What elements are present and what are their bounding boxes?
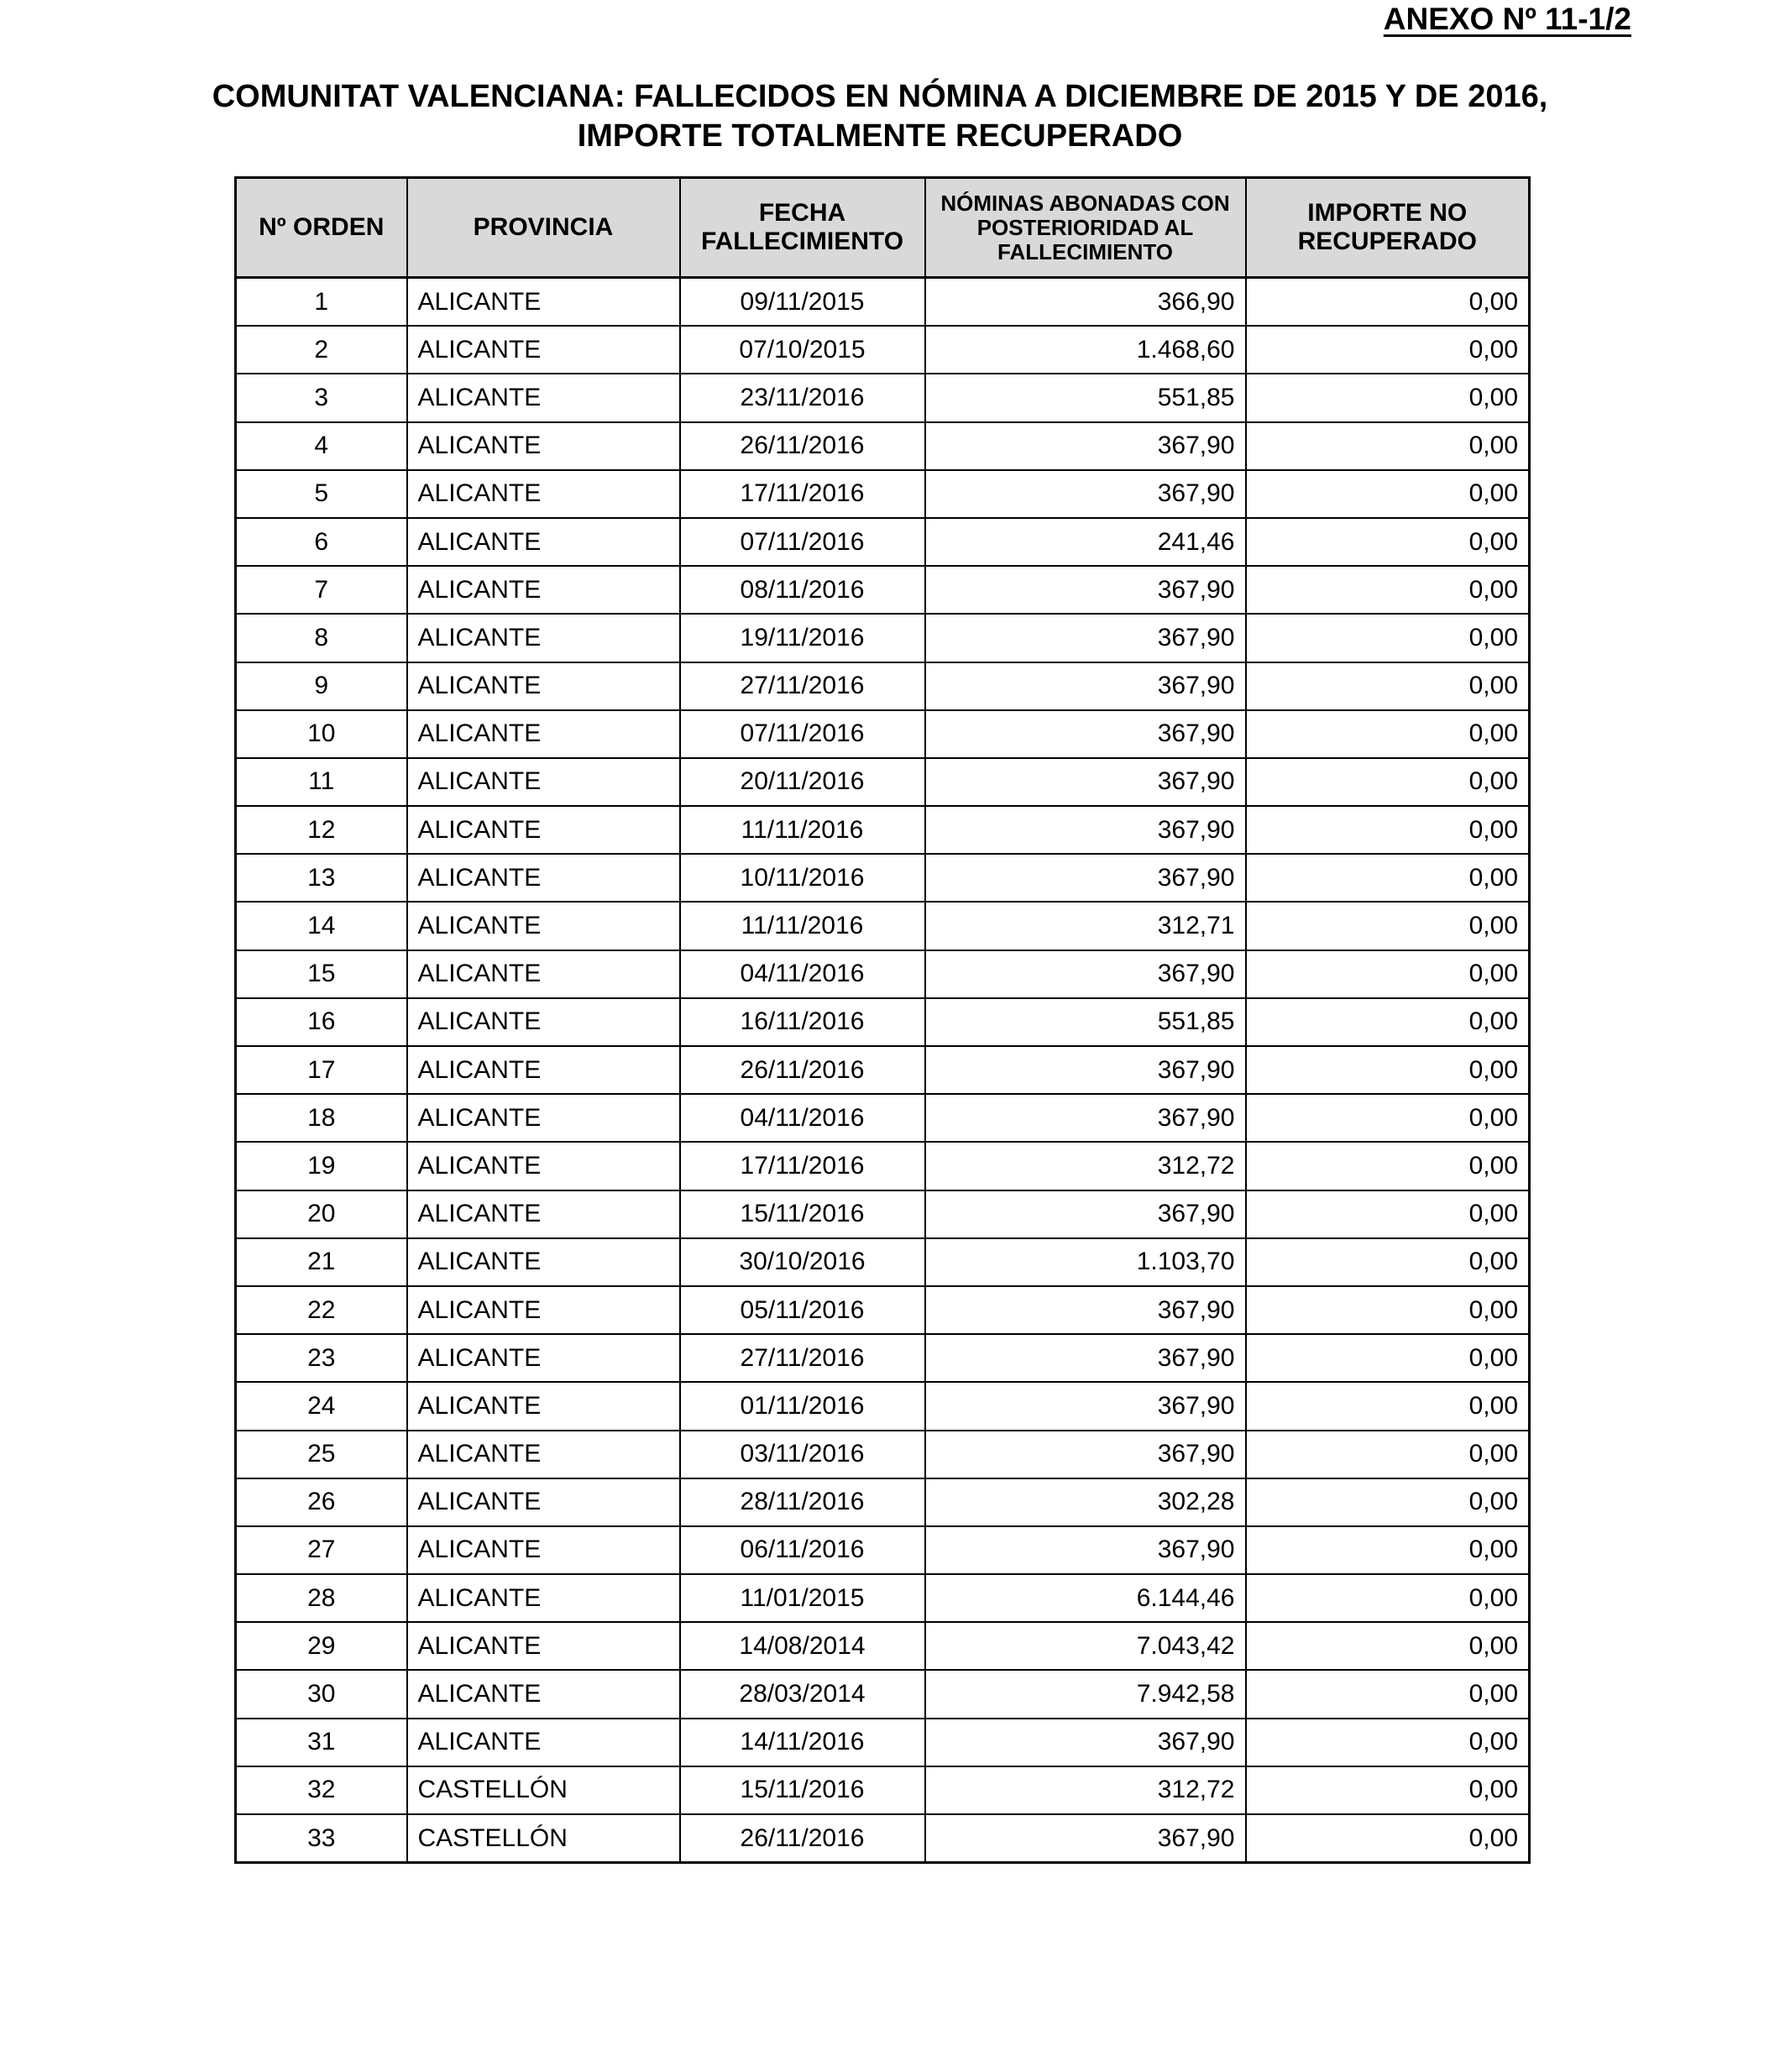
cell-orden: 16	[236, 998, 407, 1046]
cell-orden: 21	[236, 1238, 407, 1286]
cell-nominas: 367,90	[925, 1094, 1246, 1142]
page-title-line-1: COMUNITAT VALENCIANA: FALLECIDOS EN NÓMINA A DICIEMBRE DE 2015 Y DE 2016,	[212, 79, 1548, 114]
cell-provincia: ALICANTE	[407, 710, 680, 758]
cell-provincia: ALICANTE	[407, 1046, 680, 1094]
cell-orden: 12	[236, 806, 407, 854]
cell-orden: 15	[236, 950, 407, 998]
cell-provincia: ALICANTE	[407, 998, 680, 1046]
cell-fecha: 17/11/2016	[680, 470, 925, 518]
table-row	[236, 1190, 1530, 1238]
table-row	[236, 662, 1530, 710]
cell-fecha: 04/11/2016	[680, 950, 925, 998]
table-row	[236, 1431, 1530, 1478]
cell-importe: 0,00	[1246, 950, 1530, 998]
page-title-line-2: IMPORTE TOTALMENTE RECUPERADO	[577, 118, 1183, 154]
table-row	[236, 1766, 1530, 1814]
cell-provincia: ALICANTE	[407, 614, 680, 662]
table-row	[236, 1286, 1530, 1334]
table-row	[236, 1382, 1530, 1430]
table-row	[236, 1814, 1530, 1863]
cell-fecha: 15/11/2016	[680, 1190, 925, 1238]
cell-provincia: ALICANTE	[407, 806, 680, 854]
cell-nominas: 367,90	[925, 662, 1246, 710]
cell-orden: 19	[236, 1142, 407, 1190]
table-row	[236, 902, 1530, 950]
cell-nominas: 367,90	[925, 950, 1246, 998]
cell-nominas: 367,90	[925, 1046, 1246, 1094]
table-row	[236, 1526, 1530, 1574]
cell-orden: 7	[236, 566, 407, 614]
cell-provincia: ALICANTE	[407, 854, 680, 902]
cell-nominas: 366,90	[925, 278, 1246, 327]
cell-fecha: 06/11/2016	[680, 1526, 925, 1574]
table-row	[236, 1622, 1530, 1670]
cell-fecha: 08/11/2016	[680, 566, 925, 614]
cell-provincia: ALICANTE	[407, 1622, 680, 1670]
cell-fecha: 03/11/2016	[680, 1431, 925, 1478]
cell-nominas: 312,71	[925, 902, 1246, 950]
header-fecha: FECHA FALLECIMIENTO	[680, 178, 925, 278]
cell-importe: 0,00	[1246, 1094, 1530, 1142]
cell-nominas: 312,72	[925, 1766, 1246, 1814]
cell-fecha: 23/11/2016	[680, 374, 925, 421]
table-body	[236, 278, 1530, 1863]
cell-importe: 0,00	[1246, 566, 1530, 614]
cell-nominas: 367,90	[925, 566, 1246, 614]
cell-provincia: ALICANTE	[407, 1719, 680, 1766]
cell-orden: 5	[236, 470, 407, 518]
cell-nominas: 367,90	[925, 1814, 1246, 1863]
cell-fecha: 28/03/2014	[680, 1670, 925, 1718]
cell-orden: 11	[236, 758, 407, 806]
cell-importe: 0,00	[1246, 998, 1530, 1046]
table-row	[236, 710, 1530, 758]
cell-importe: 0,00	[1246, 1046, 1530, 1094]
cell-orden: 2	[236, 326, 407, 374]
cell-importe: 0,00	[1246, 1190, 1530, 1238]
cell-provincia: CASTELLÓN	[407, 1766, 680, 1814]
cell-orden: 28	[236, 1574, 407, 1622]
cell-provincia: ALICANTE	[407, 1431, 680, 1478]
cell-fecha: 05/11/2016	[680, 1286, 925, 1334]
cell-nominas: 367,90	[925, 854, 1246, 902]
cell-provincia: ALICANTE	[407, 278, 680, 327]
cell-orden: 9	[236, 662, 407, 710]
cell-provincia: ALICANTE	[407, 950, 680, 998]
header-row	[236, 178, 1530, 278]
cell-importe: 0,00	[1246, 710, 1530, 758]
table-row	[236, 1238, 1530, 1286]
cell-orden: 17	[236, 1046, 407, 1094]
table-header	[236, 178, 1530, 278]
cell-provincia: ALICANTE	[407, 1142, 680, 1190]
cell-provincia: ALICANTE	[407, 1574, 680, 1622]
cell-fecha: 15/11/2016	[680, 1766, 925, 1814]
cell-nominas: 367,90	[925, 806, 1246, 854]
cell-nominas: 551,85	[925, 374, 1246, 421]
table-row	[236, 1478, 1530, 1526]
table-row	[236, 1334, 1530, 1382]
table-row	[236, 326, 1530, 374]
cell-nominas: 241,46	[925, 518, 1246, 566]
table-row	[236, 1574, 1530, 1622]
cell-importe: 0,00	[1246, 806, 1530, 854]
cell-orden: 22	[236, 1286, 407, 1334]
cell-orden: 32	[236, 1766, 407, 1814]
cell-orden: 27	[236, 1526, 407, 1574]
cell-importe: 0,00	[1246, 1622, 1530, 1670]
cell-importe: 0,00	[1246, 1526, 1530, 1574]
cell-provincia: ALICANTE	[407, 374, 680, 421]
cell-orden: 23	[236, 1334, 407, 1382]
cell-importe: 0,00	[1246, 1431, 1530, 1478]
table-row	[236, 614, 1530, 662]
cell-orden: 33	[236, 1814, 407, 1863]
table-row	[236, 1142, 1530, 1190]
cell-provincia: ALICANTE	[407, 1670, 680, 1718]
cell-orden: 30	[236, 1670, 407, 1718]
cell-orden: 26	[236, 1478, 407, 1526]
cell-fecha: 14/08/2014	[680, 1622, 925, 1670]
cell-orden: 24	[236, 1382, 407, 1430]
cell-nominas: 367,90	[925, 422, 1246, 470]
cell-nominas: 1.103,70	[925, 1238, 1246, 1286]
cell-importe: 0,00	[1246, 1142, 1530, 1190]
cell-orden: 18	[236, 1094, 407, 1142]
cell-fecha: 07/10/2015	[680, 326, 925, 374]
cell-importe: 0,00	[1246, 326, 1530, 374]
cell-importe: 0,00	[1246, 854, 1530, 902]
cell-nominas: 367,90	[925, 1382, 1246, 1430]
cell-nominas: 367,90	[925, 1719, 1246, 1766]
cell-orden: 14	[236, 902, 407, 950]
table-row	[236, 998, 1530, 1046]
annex-label: ANEXO Nº 11-1/2	[1383, 2, 1631, 36]
cell-importe: 0,00	[1246, 1238, 1530, 1286]
cell-fecha: 11/11/2016	[680, 902, 925, 950]
cell-nominas: 1.468,60	[925, 326, 1246, 374]
cell-fecha: 04/11/2016	[680, 1094, 925, 1142]
cell-nominas: 551,85	[925, 998, 1246, 1046]
header-importe: IMPORTE NO RECUPERADO	[1246, 178, 1530, 278]
cell-nominas: 367,90	[925, 758, 1246, 806]
cell-fecha: 20/11/2016	[680, 758, 925, 806]
cell-importe: 0,00	[1246, 614, 1530, 662]
cell-nominas: 367,90	[925, 614, 1246, 662]
cell-fecha: 26/11/2016	[680, 1814, 925, 1863]
cell-importe: 0,00	[1246, 1286, 1530, 1334]
cell-nominas: 7.043,42	[925, 1622, 1246, 1670]
cell-provincia: ALICANTE	[407, 1094, 680, 1142]
cell-importe: 0,00	[1246, 1382, 1530, 1430]
header-provincia: PROVINCIA	[407, 178, 680, 278]
cell-importe: 0,00	[1246, 518, 1530, 566]
cell-nominas: 367,90	[925, 1526, 1246, 1574]
cell-provincia: ALICANTE	[407, 422, 680, 470]
cell-fecha: 27/11/2016	[680, 662, 925, 710]
cell-importe: 0,00	[1246, 422, 1530, 470]
cell-provincia: ALICANTE	[407, 1190, 680, 1238]
cell-nominas: 302,28	[925, 1478, 1246, 1526]
page-title	[0, 77, 1760, 156]
table-row	[236, 422, 1530, 470]
cell-nominas: 367,90	[925, 1334, 1246, 1382]
cell-orden: 3	[236, 374, 407, 421]
cell-fecha: 14/11/2016	[680, 1719, 925, 1766]
table-row	[236, 854, 1530, 902]
cell-nominas: 312,72	[925, 1142, 1246, 1190]
cell-provincia: ALICANTE	[407, 1334, 680, 1382]
table-row	[236, 566, 1530, 614]
cell-nominas: 367,90	[925, 470, 1246, 518]
cell-importe: 0,00	[1246, 1814, 1530, 1863]
cell-orden: 25	[236, 1431, 407, 1478]
table-row	[236, 758, 1530, 806]
cell-nominas: 367,90	[925, 1431, 1246, 1478]
cell-fecha: 28/11/2016	[680, 1478, 925, 1526]
cell-provincia: ALICANTE	[407, 1478, 680, 1526]
cell-provincia: ALICANTE	[407, 518, 680, 566]
cell-nominas: 367,90	[925, 1286, 1246, 1334]
cell-fecha: 26/11/2016	[680, 1046, 925, 1094]
cell-orden: 29	[236, 1622, 407, 1670]
cell-provincia: ALICANTE	[407, 1238, 680, 1286]
cell-provincia: ALICANTE	[407, 902, 680, 950]
cell-fecha: 11/01/2015	[680, 1574, 925, 1622]
cell-nominas: 6.144,46	[925, 1574, 1246, 1622]
cell-orden: 20	[236, 1190, 407, 1238]
cell-fecha: 30/10/2016	[680, 1238, 925, 1286]
cell-importe: 0,00	[1246, 758, 1530, 806]
cell-orden: 6	[236, 518, 407, 566]
table-row	[236, 278, 1530, 327]
cell-nominas: 367,90	[925, 710, 1246, 758]
cell-importe: 0,00	[1246, 1670, 1530, 1718]
cell-provincia: CASTELLÓN	[407, 1814, 680, 1863]
cell-provincia: ALICANTE	[407, 758, 680, 806]
cell-orden: 1	[236, 278, 407, 327]
cell-fecha: 16/11/2016	[680, 998, 925, 1046]
cell-fecha: 19/11/2016	[680, 614, 925, 662]
cell-fecha: 09/11/2015	[680, 278, 925, 327]
cell-orden: 31	[236, 1719, 407, 1766]
cell-provincia: ALICANTE	[407, 662, 680, 710]
cell-importe: 0,00	[1246, 662, 1530, 710]
table-row	[236, 1046, 1530, 1094]
cell-orden: 8	[236, 614, 407, 662]
header-orden: Nº ORDEN	[236, 178, 407, 278]
deceased-payroll-table	[234, 176, 1531, 1864]
cell-importe: 0,00	[1246, 1766, 1530, 1814]
cell-fecha: 10/11/2016	[680, 854, 925, 902]
cell-importe: 0,00	[1246, 1574, 1530, 1622]
cell-nominas: 367,90	[925, 1190, 1246, 1238]
cell-provincia: ALICANTE	[407, 1382, 680, 1430]
cell-fecha: 07/11/2016	[680, 518, 925, 566]
cell-fecha: 27/11/2016	[680, 1334, 925, 1382]
cell-orden: 10	[236, 710, 407, 758]
cell-orden: 13	[236, 854, 407, 902]
cell-provincia: ALICANTE	[407, 1286, 680, 1334]
cell-orden: 4	[236, 422, 407, 470]
cell-importe: 0,00	[1246, 470, 1530, 518]
cell-fecha: 07/11/2016	[680, 710, 925, 758]
cell-provincia: ALICANTE	[407, 470, 680, 518]
cell-fecha: 26/11/2016	[680, 422, 925, 470]
cell-nominas: 7.942,58	[925, 1670, 1246, 1718]
table-row	[236, 806, 1530, 854]
cell-importe: 0,00	[1246, 1719, 1530, 1766]
cell-importe: 0,00	[1246, 902, 1530, 950]
table-row	[236, 1094, 1530, 1142]
cell-provincia: ALICANTE	[407, 326, 680, 374]
table-row	[236, 470, 1530, 518]
cell-importe: 0,00	[1246, 1334, 1530, 1382]
cell-importe: 0,00	[1246, 278, 1530, 327]
table-row	[236, 1719, 1530, 1766]
cell-importe: 0,00	[1246, 374, 1530, 421]
table-row	[236, 1670, 1530, 1718]
cell-fecha: 17/11/2016	[680, 1142, 925, 1190]
table-row	[236, 518, 1530, 566]
table-row	[236, 374, 1530, 421]
table-row	[236, 950, 1530, 998]
cell-importe: 0,00	[1246, 1478, 1530, 1526]
cell-provincia: ALICANTE	[407, 1526, 680, 1574]
cell-fecha: 01/11/2016	[680, 1382, 925, 1430]
cell-provincia: ALICANTE	[407, 566, 680, 614]
cell-fecha: 11/11/2016	[680, 806, 925, 854]
header-nominas: NÓMINAS ABONADAS CON POSTERIORIDAD AL FALLECIMIENTO	[925, 178, 1246, 278]
